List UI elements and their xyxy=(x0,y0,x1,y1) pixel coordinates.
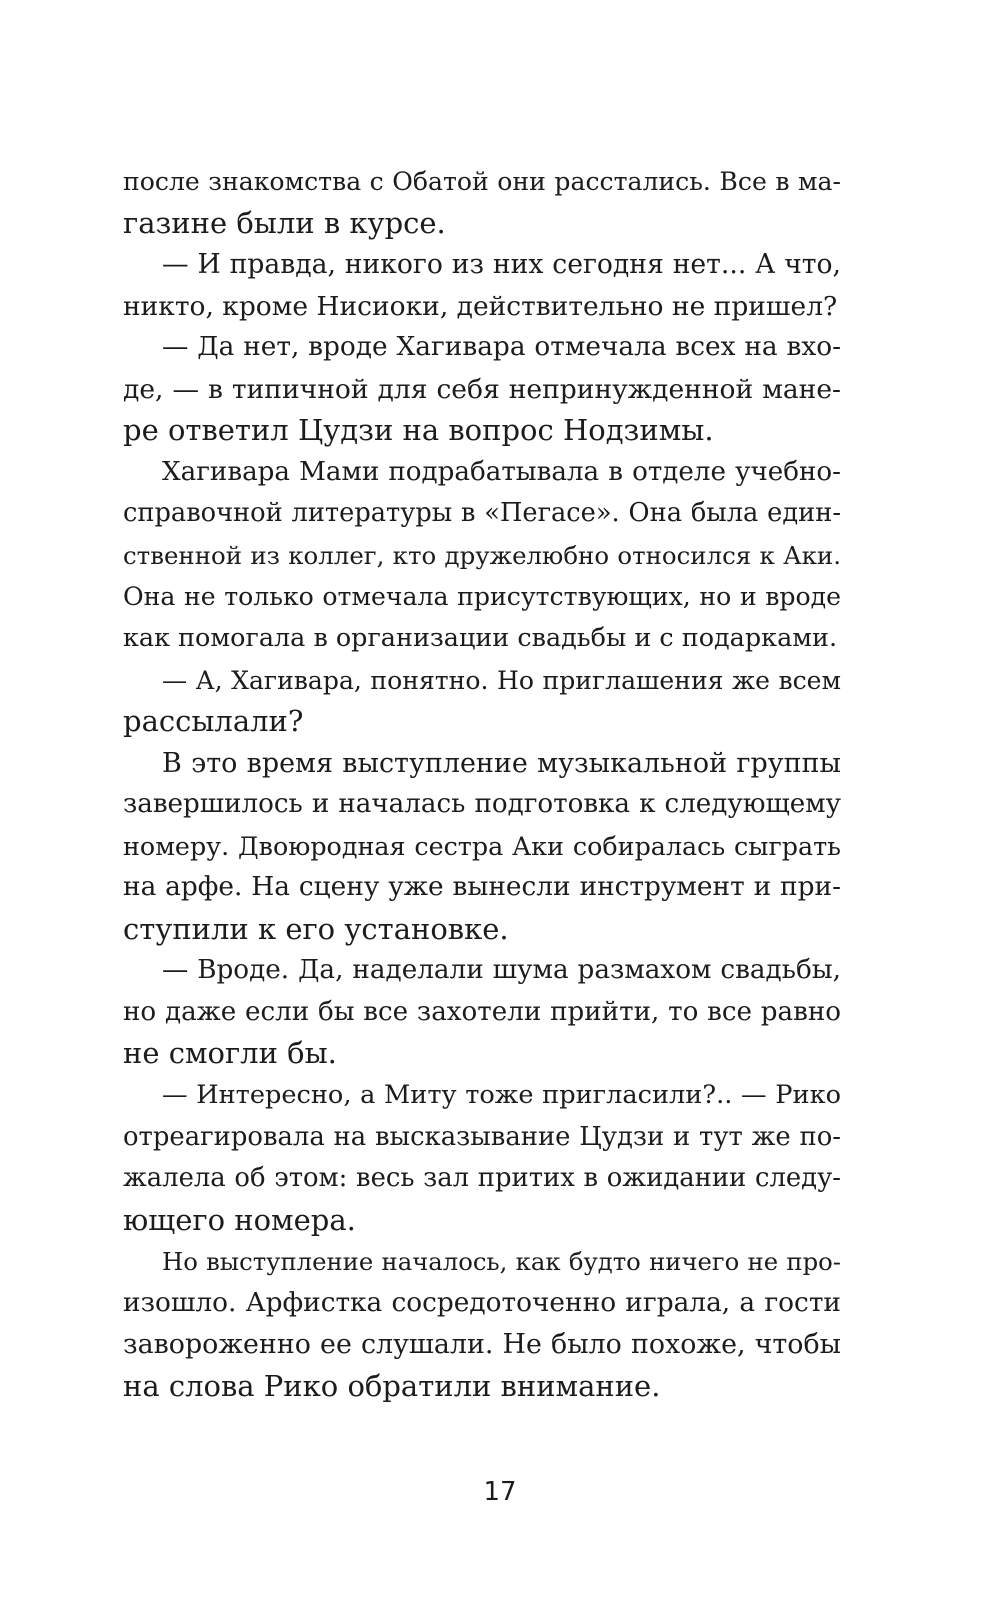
text-line: ственной из коллег, кто дружелюбно относился к Аки. xyxy=(123,540,841,570)
text-line: В это время выступление музыкальной группы xyxy=(162,747,841,779)
text-line: — Вроде. Да, наделали шума размахом свадьбы, xyxy=(162,955,841,986)
text-line: Она не только отмечала присутствующих, но и вроде xyxy=(123,582,841,612)
text-line: газине были в курсе. xyxy=(123,205,446,240)
text-line: Но выступление началось, как будто ничего не про- xyxy=(162,1247,841,1277)
text-line: — И правда, никого из них сегодня нет... А что, xyxy=(162,249,841,281)
text-line: после знакомства с Обатой они расстались. Все в ма- xyxy=(123,167,841,196)
text-line: на слова Рико обратили внимание. xyxy=(123,1368,661,1403)
text-line: на арфе. На сцену уже вынесли инструмент и при- xyxy=(123,872,841,903)
text-line: ющего номера. xyxy=(123,1202,356,1237)
text-line: — Интересно, а Миту тоже пригласили?.. — Рико xyxy=(162,1080,841,1111)
body-text xyxy=(123,161,841,1407)
text-line: но даже если бы все захотели прийти, то все равно xyxy=(123,996,841,1027)
text-line: справочной литературы в «Пегасе». Она была един- xyxy=(123,498,841,529)
text-line: ступили к его установке. xyxy=(123,911,509,946)
text-line: завороженно ее слушали. Не было похоже, чтобы xyxy=(123,1329,841,1361)
text-line: — А, Хагивара, понятно. Но приглашения же всем xyxy=(162,665,841,695)
text-line: ре ответил Цудзи на вопрос Нодзимы. xyxy=(123,413,714,448)
text-line: никто, кроме Нисиоки, действительно не пришел? xyxy=(123,290,838,322)
text-line: отреагировала на высказывание Цудзи и тут же по- xyxy=(123,1121,841,1152)
text-line: не смогли бы. xyxy=(123,1036,337,1071)
text-line: жалела об этом: весь зал притих в ожидании следу- xyxy=(123,1163,841,1194)
text-line: изошло. Арфистка сосредоточенно играла, а гости xyxy=(123,1287,841,1318)
text-line: номеру. Двоюродная сестра Аки собиралась сыграть xyxy=(123,830,841,861)
text-line: Хагивара Мами подрабатывала в отделе учебно- xyxy=(162,456,841,487)
text-line: — Да нет, вроде Хагивара отмечала всех на вхо- xyxy=(162,332,841,363)
page-number: 17 xyxy=(483,1477,517,1507)
text-line: как помогала в организации свадьбы и с подарками. xyxy=(123,623,838,654)
text-line: де, — в типичной для себя непринужденной мане- xyxy=(123,373,841,405)
text-line: рассылали? xyxy=(123,704,304,739)
text-line: завершилось и началась подготовка к следующему xyxy=(123,789,841,820)
